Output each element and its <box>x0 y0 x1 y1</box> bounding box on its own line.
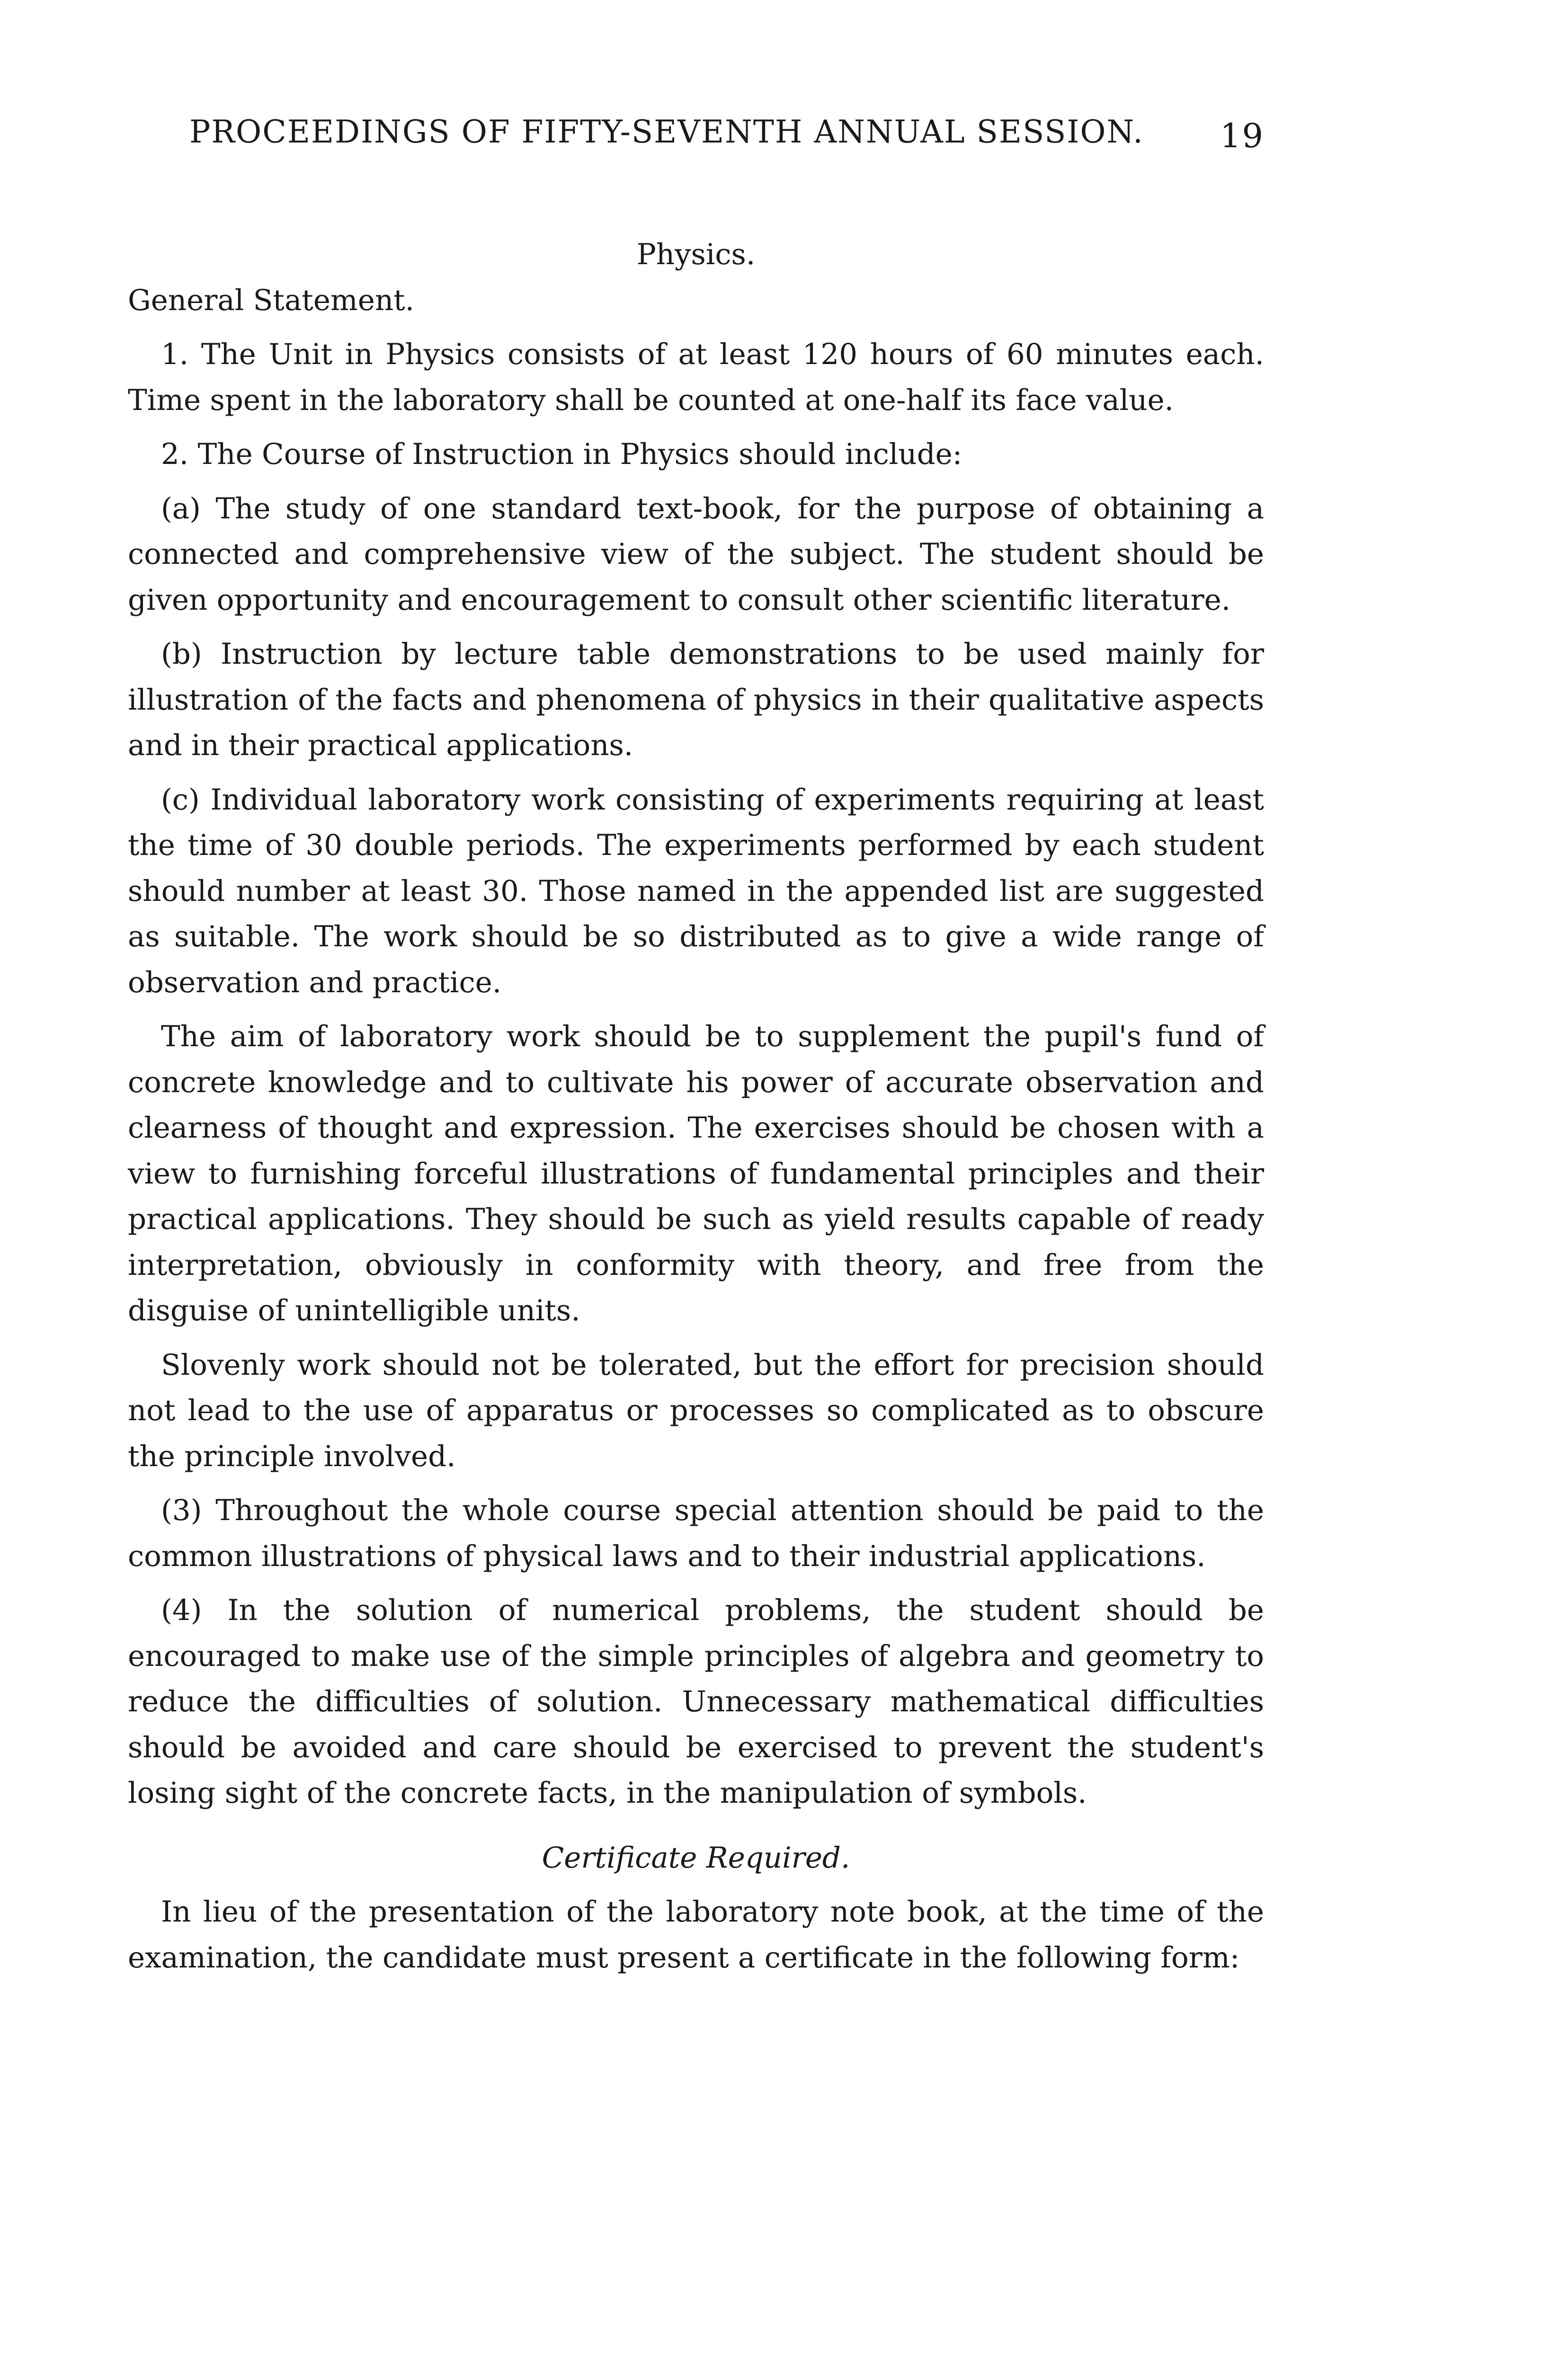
paragraph-aim: The aim of laboratory work should be to supplement the pupil's fund of concrete knowledge and to cultivate his power of accurate observation and clearness of thought and expression. The exercises should be chosen with a view to furnishing forceful illustrations of fundamental principles and their practical applications. They should be such as yield results capable of ready interpretation, obviously in conformity with theory, and free from the disguise of unintelligible units. <box>128 1020 1264 1327</box>
paragraph-item-3: (3) Throughout the whole course special attention should be paid to the common illustrations of physical laws and to their industrial applications. <box>128 1494 1264 1573</box>
paragraph-item-a: (a) The study of one standard text-book, for the purpose of obtaining a connected and comprehensive view of the subject. The student should be given opportunity and encouragement to consult other scientific literature. <box>128 491 1264 617</box>
paragraph-item-c: (c) Individual laboratory work consisting of experiments requiring at least the time of 30 double periods. The experiments performed by each student should number at least 30. Those named in the appended list are suggested as suitable. The work should be so distributed as to give a wide range of observation and practice. <box>128 783 1264 999</box>
certificate-text: In lieu of the presentation of the laboratory note book, at the time of the examination, the candidate must present a certificate in the following form: <box>128 1895 1264 1975</box>
paragraph-unit: 1. The Unit in Physics consists of at least 120 hours of 60 minutes each. Time spent in the laboratory shall be counted at one-half its face value. <box>128 338 1264 417</box>
document-body <box>128 232 1264 1981</box>
running-head-title: PROCEEDINGS OF FIFTY-SEVENTH ANNUAL SESSION. <box>189 114 1144 150</box>
paragraph-item-4: (4) In the solution of numerical problems, the student should be encouraged to make use of the simple principles of algebra and geometry to reduce the difficulties of solution. Unnecessary mathematical difficulties should be avoided and care should be exercised to prevent the student's losing sight of the concrete facts, in the manipulation of symbols. <box>128 1593 1264 1810</box>
paragraph-course: 2. The Course of Instruction in Physics should include: <box>161 437 962 471</box>
page-number: 19 <box>1220 116 1264 155</box>
paragraph-slovenly: Slovenly work should not be tolerated, but the effort for precision should not lead to the use of apparatus or processes so complicated as to obscure the principle involved. <box>128 1348 1264 1473</box>
certificate-heading: Certificate Required. <box>542 1841 850 1875</box>
document-page <box>128 0 1264 2367</box>
paragraph-item-b: (b) Instruction by lecture table demonstrations to be used mainly for illustration of the facts and phenomena of physics in their qualitative aspects and in their practical applications. <box>128 637 1264 762</box>
general-statement-label: General Statement. <box>128 283 415 317</box>
running-head <box>128 114 1264 166</box>
section-heading: Physics. <box>636 238 756 271</box>
